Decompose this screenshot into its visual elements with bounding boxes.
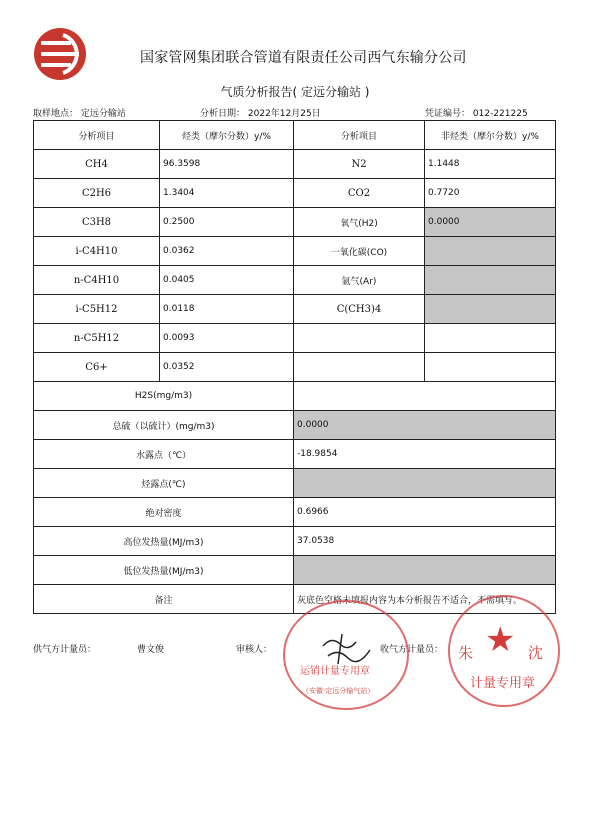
nonhydrocarbon-value: 0.0000 bbox=[425, 208, 556, 237]
property-row bbox=[34, 556, 556, 585]
hydrocarbon-item: i-C5H12 bbox=[34, 295, 160, 324]
nonhydrocarbon-item: CO2 bbox=[294, 179, 425, 208]
table-row bbox=[34, 150, 556, 179]
property-value: 37.0538 bbox=[294, 527, 556, 556]
property-value: -18.9854 bbox=[294, 440, 556, 469]
nonhydrocarbon-item: C(CH3)4 bbox=[294, 295, 425, 324]
table-row bbox=[34, 237, 556, 266]
col-header: 分析项目 bbox=[294, 121, 425, 150]
property-row bbox=[34, 440, 556, 469]
hydrocarbon-item: C2H6 bbox=[34, 179, 160, 208]
seal-text: 计量专用章 bbox=[470, 676, 536, 691]
reviewer-label: 审核人： bbox=[236, 645, 273, 655]
hydrocarbon-value: 0.0093 bbox=[160, 324, 294, 353]
property-label: 低位发热量(MJ/m3) bbox=[34, 556, 294, 585]
nonhydrocarbon-value bbox=[425, 353, 556, 382]
property-label: 高位发热量(MJ/m3) bbox=[34, 527, 294, 556]
property-row bbox=[34, 469, 556, 498]
property-label: 烃露点(℃) bbox=[34, 469, 294, 498]
remarks-label: 备注 bbox=[34, 585, 294, 614]
seal-char-left: 朱 bbox=[458, 644, 474, 662]
hydrocarbon-item: n-C4H10 bbox=[34, 266, 160, 295]
property-row bbox=[34, 498, 556, 527]
property-value bbox=[294, 382, 556, 411]
property-value: 0.6966 bbox=[294, 498, 556, 527]
analysis-table bbox=[33, 120, 556, 614]
nonhydrocarbon-value bbox=[425, 324, 556, 353]
seal-char-right: 沈 bbox=[528, 644, 544, 662]
hydrocarbon-value: 96.3598 bbox=[160, 150, 294, 179]
hydrocarbon-item: i-C4H10 bbox=[34, 237, 160, 266]
seal-subtext: （安徽·定远分输气站） bbox=[302, 687, 375, 695]
sampling-location bbox=[33, 106, 126, 119]
property-row bbox=[34, 411, 556, 440]
remarks-value: 灰底色空格未填报内容为本分析报告不适合，不需填写。 bbox=[294, 585, 556, 614]
hydrocarbon-value: 0.0352 bbox=[160, 353, 294, 382]
table-row bbox=[34, 266, 556, 295]
hydrocarbon-item: CH4 bbox=[34, 150, 160, 179]
nonhydrocarbon-value bbox=[425, 266, 556, 295]
col-header: 烃类（摩尔分数）y/% bbox=[160, 121, 294, 150]
seal-text: 运销计量专用章 bbox=[300, 666, 370, 677]
hydrocarbon-value: 0.0118 bbox=[160, 295, 294, 324]
table-row bbox=[34, 295, 556, 324]
cert-value: 012-221225 bbox=[472, 109, 528, 119]
col-header: 分析项目 bbox=[34, 121, 160, 150]
location-label: 取样地点： bbox=[33, 109, 79, 119]
company-logo-icon bbox=[33, 27, 87, 81]
property-label: 绝对密度 bbox=[34, 498, 294, 527]
nonhydrocarbon-item: 氩气(Ar) bbox=[294, 266, 425, 295]
nonhydrocarbon-item: 一氧化碳(CO) bbox=[294, 237, 425, 266]
hydrocarbon-value: 0.0405 bbox=[160, 266, 294, 295]
nonhydrocarbon-item: N2 bbox=[294, 150, 425, 179]
property-row bbox=[34, 382, 556, 411]
hydrocarbon-value: 1.3404 bbox=[160, 179, 294, 208]
nonhydrocarbon-item bbox=[294, 353, 425, 382]
hydrocarbon-item: n-C5H12 bbox=[34, 324, 160, 353]
receiver-metering-label: 收气方计量员： bbox=[380, 645, 444, 655]
hydrocarbon-item: C3H8 bbox=[34, 208, 160, 237]
nonhydrocarbon-value: 0.7720 bbox=[425, 179, 556, 208]
nonhydrocarbon-value: 1.1448 bbox=[425, 150, 556, 179]
property-value bbox=[294, 469, 556, 498]
nonhydrocarbon-value bbox=[425, 295, 556, 324]
nonhydrocarbon-value bbox=[425, 237, 556, 266]
nonhydrocarbon-item bbox=[294, 324, 425, 353]
star-icon: ★ bbox=[485, 620, 516, 660]
analysis-date bbox=[200, 106, 321, 119]
hydrocarbon-item: C6+ bbox=[34, 353, 160, 382]
hydrocarbon-value: 0.2500 bbox=[160, 208, 294, 237]
property-label: 水露点（℃） bbox=[34, 440, 294, 469]
table-row bbox=[34, 324, 556, 353]
hydrocarbon-value: 0.0362 bbox=[160, 237, 294, 266]
report-title: 气质分析报告( 定远分输站 ) bbox=[220, 85, 370, 99]
location-value: 定远分输站 bbox=[80, 109, 126, 119]
nonhydrocarbon-item: 氧气(H2) bbox=[294, 208, 425, 237]
table-row bbox=[34, 179, 556, 208]
property-row bbox=[34, 527, 556, 556]
property-label: 总硫（以硫计）(mg/m3) bbox=[34, 411, 294, 440]
certificate-number bbox=[425, 106, 528, 119]
company-name: 国家管网集团联合管道有限责任公司西气东输分公司 bbox=[140, 50, 467, 66]
supplier-metering-name: 曹文俊 bbox=[137, 645, 165, 655]
table-header-row bbox=[34, 121, 556, 150]
date-value: 2022年12月25日 bbox=[247, 109, 321, 119]
cert-label: 凭证编号： bbox=[425, 109, 471, 119]
property-label: H2S(mg/m3) bbox=[34, 382, 294, 411]
col-header: 非烃类（摩尔分数）y/% bbox=[425, 121, 556, 150]
date-label: 分析日期： bbox=[200, 109, 246, 119]
property-value bbox=[294, 556, 556, 585]
table-row bbox=[34, 353, 556, 382]
table-row bbox=[34, 208, 556, 237]
supplier-metering-label: 供气方计量员： bbox=[33, 645, 97, 655]
property-value: 0.0000 bbox=[294, 411, 556, 440]
